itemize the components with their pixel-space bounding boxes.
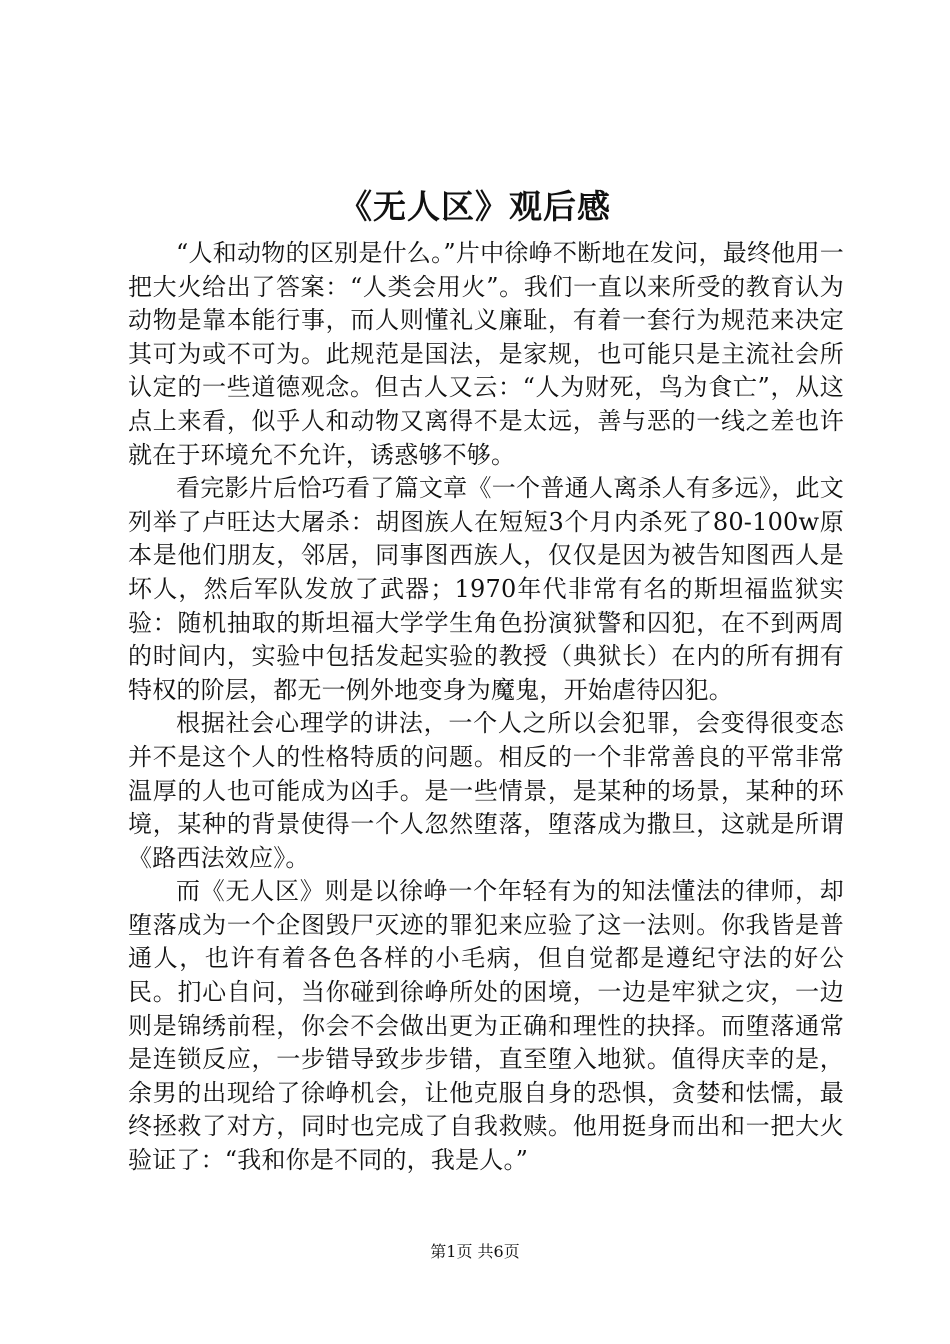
paragraph-3: 根据社会心理学的讲法，一个人之所以会犯罪，会变得很变态并不是这个人的性格特质的问题。相反的一个非常善良的平常非常温厚的人也可能成为凶手。是一些情景，是某种的场景，某种的环境，某种的背景使得一个人忽然堕落，堕落成为撒旦，这就是所谓《路西法效应》。 — [128, 709, 844, 872]
page-number-footer: 第1页 共6页 — [430, 1242, 520, 1261]
paragraph-2: 看完影片后恰巧看了篇文章《一个普通人离杀人有多远》，此文列举了卢旺达大屠杀：胡图族人在短短3个月内杀死了80-100w原本是他们朋友，邻居，同事图西族人，仅仅是因为被告知图西人是坏人，然后军队发放了武器；1970年代非常有名的斯坦福监狱实验：随机抽取的斯坦福大学学生角色扮演狱警和囚犯，在不到两周的时间内，实验中包括发起实验的教授（典狱长）在内的所有拥有特权的阶层，都无一例外地变身为魔鬼，开始虐待囚犯。 — [128, 474, 844, 704]
document-title: 《无人区》观后感 — [339, 187, 611, 226]
paragraph-4: 而《无人区》则是以徐峥一个年轻有为的知法懂法的律师，却堕落成为一个企图毁尸灭迹的罪犯来应验了这一法则。你我皆是普通人，也许有着各色各样的小毛病，但自觉都是遵纪守法的好公民。扪心自问，当你碰到徐峥所处的困境，一边是牢狱之灾，一边则是锦绣前程，你会不会做出更为正确和理性的抉择。而堕落通常是连锁反应，一步错导致步步错，直至堕入地狱。值得庆幸的是，余男的出现给了徐峥机会，让他克服自身的恐惧，贪婪和怯懦，最终拯救了对方，同时也完成了自我救赎。他用挺身而出和一把大火验证了：“我和你是不同的，我是人。” — [128, 877, 844, 1175]
document-body — [128, 237, 844, 1178]
paragraph-1: “人和动物的区别是什么。”片中徐峥不断地在发问，最终他用一把大火给出了答案：“人类会用火”。我们一直以来所受的教育认为动物是靠本能行事，而人则懂礼义廉耻，有着一套行为规范来决定其可为或不可为。此规范是国法，是家规，也可能只是主流社会所认定的一些道德观念。但古人又云：“人为财死，鸟为食亡”，从这点上来看，似乎人和动物又离得不是太远，善与恶的一线之差也许就在于环境允不允许，诱惑够不够。 — [128, 239, 844, 469]
